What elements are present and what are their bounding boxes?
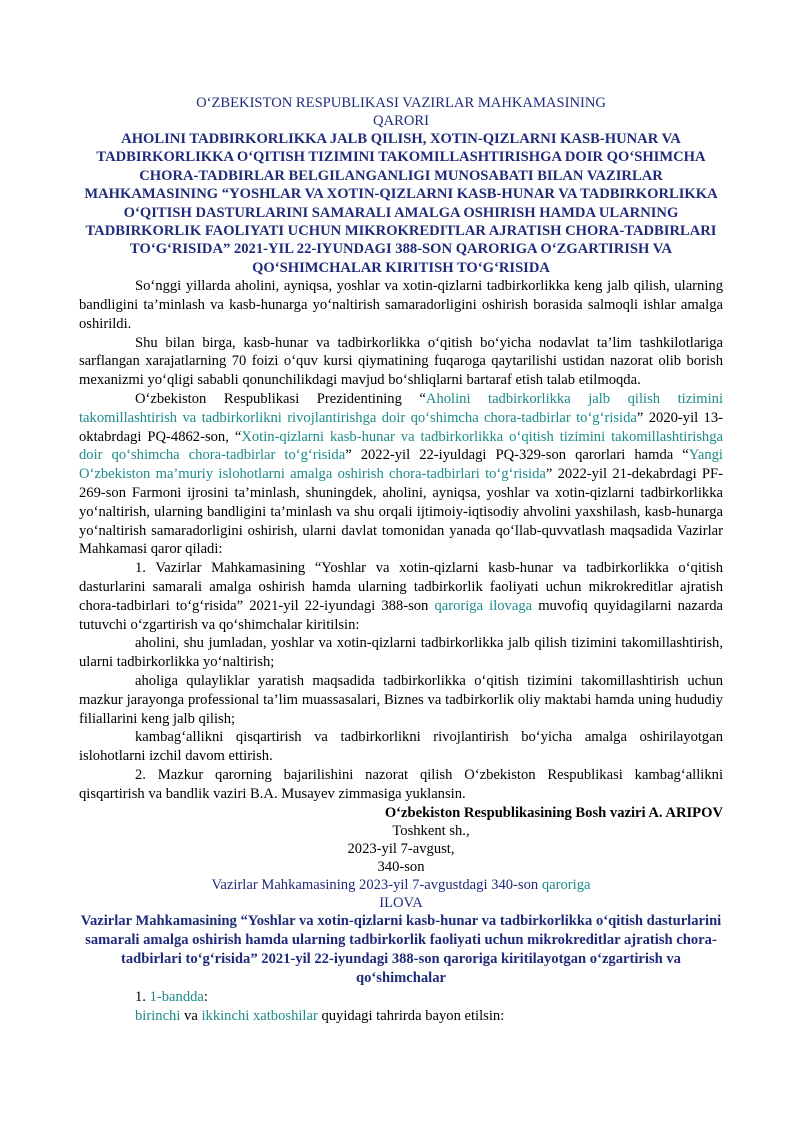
signature: O‘zbekiston Respublikasining Bosh vaziri A. ARIPOV [384, 804, 723, 821]
link-pq-4862[interactable]: Aholini tadbirkorlikka jalb qilish tizimini takomillashtirish va tadbirkorlikni rivojlantirishga doir qo‘shimcha chora-tadbirlar to‘g‘risida [79, 391, 723, 426]
link-1-bandda[interactable]: 1-bandda [149, 989, 204, 1006]
link-qaroriga-ilovaga[interactable]: qaroriga ilovaga [434, 597, 533, 614]
meta-city: Toshkent sh., [392, 823, 470, 840]
paragraph-item-1: 1. Vazirlar Mahkamasining “Yoshlar va xotin-qizlarni kasb-hunar va tadbirkorlikka o‘qitish dasturlarini samarali amalga oshirish hamda ularning tadbirkorlik faoliyati uchun mikrokreditlar ajratish chora-tadbirlari to‘g‘risida” 2021-yil 22-iyundagi 388-son qaroriga ilovaga muvofiq quyidagilarni nazarda tutuvchi o‘zgartirish va qo‘shimchalar kiritilsin: [79, 560, 723, 633]
link-pf-269[interactable]: Yangi O‘zbekiston ma’muriy islohotlarni amalga oshirish chora-tadbirlari to‘g‘risida [79, 447, 723, 483]
document-page [79, 94, 723, 1026]
appendix-item-1-text: birinchi va ikkinchi xatboshilar quyidagi tahrirda bayon etilsin: [135, 1008, 505, 1025]
appendix-label: ILOVA [379, 895, 423, 912]
link-qaroriga[interactable]: qaroriga [541, 877, 591, 894]
link-pq-329[interactable]: Xotin-qizlarni kasb-hunar va tadbirkorlikka o‘qitish tizimini takomillashtirishga doir qo‘shimcha chora-tadbirlar to‘g‘risida [79, 428, 723, 464]
appendix-reference: Vazirlar Mahkamasining 2023-yil 7-avgustdagi 340-son qaroriga [211, 877, 591, 894]
issuer-heading: O‘ZBEKISTON RESPUBLIKASI VAZIRLAR MAHKAMASINING [196, 95, 606, 111]
paragraph-sub-3: kambag‘allikni qisqartirish va tadbirkorlikni rivojlantirish bo‘yicha amalga oshirilayotgan islohotlarni izchil davom ettirish. [79, 729, 723, 765]
link-ikkinchi-xatboshilar[interactable]: ikkinchi xatboshilar [201, 1008, 318, 1025]
decree-type-heading: QARORI [373, 113, 429, 129]
link-birinchi[interactable]: birinchi [135, 1008, 181, 1025]
appendix-item-1: 1. 1-bandda: [135, 989, 208, 1006]
paragraph-item-2: 2. Mazkur qarorning bajarilishini nazorat qilish O‘zbekiston Respublikasi kambag‘allikni qisqartirish va bandlik vaziri B.A. Musayev zimmasiga yuklansin. [79, 766, 723, 802]
document-title: AHOLINI TADBIRKORLIKKA JALB QILISH, XOTIN-QIZLARNI KASB-HUNAR VA TADBIRKORLIKKA O‘QITISH TIZIMINI TAKOMILLASHTIRISHGA DOIR QO‘SHIMCHA CHORA-TADBIRLAR BELGILANGANLIGI MUNOSABATI BILAN VAZIRLAR MAHKAMASINING “YOSHLAR VA XOTIN-QIZLARNI KASB-HUNAR VA TADBIRKORLIKKA O‘QITISH DASTURLARINI SAMARALI AMALGA OSHIRISH HAMDA ULARNING TADBIRKORLIK FAOLIYATI UCHUN MIKROKREDITLAR AJRATISH CHORA-TADBIRLARI TO‘G‘RISIDA” 2021-YIL 22-IYUNDAGI 388-SON QARORIGA O‘ZGARTIRISH VA QO‘SHIMCHALAR KIRITISH TO‘G‘RISIDA [84, 131, 718, 276]
paragraph-3: O‘zbekiston Respublikasi Prezidentining “Aholini tadbirkorlikka jalb qilish tizimini takomillashtirish va tadbirkorlikni rivojlantirishga doir qo‘shimcha chora-tadbirlar to‘g‘risida” 2020-yil 13-oktabrdagi PQ-4862-son, “Xotin-qizlarni kasb-hunar va tadbirkorlikka o‘qitish tizimini takomillashtirishga doir qo‘shimcha chora-tadbirlar to‘g‘risida” 2022-yil 22-iyuldagi PQ-329-son qarorlari hamda “Yangi O‘zbekiston ma’muriy islohotlarni amalga oshirish chora-tadbirlari to‘g‘risida” 2022-yil 21-dekabrdagi PF-269-son Farmoni ijrosini ta’minlash, shuningdek, aholini, ayniqsa, yoshlar va xotin-qizlarni tadbirkorlikka yo‘naltirish, ularning bandligini ta’minlash va shu orqali ijtimoiy-iqtisodiy ahvolini yaxshilash, kasb-hunarga yo‘naltirish samaradorligini oshirish, ularni davlat tomonidan yanada qo‘llab-quvvatlash maqsadida Vazirlar Mahkamasi qaror qiladi: [79, 391, 723, 558]
paragraph-sub-2: aholiga qulayliklar yaratish maqsadida tadbirkorlikka o‘qitish tizimini takomillashtirish uchun mazkur jarayonga professional ta’lim muassasalari, Biznes va tadbirkorlik oliy maktabi hamda uning hududiy filiallarini keng jalb qilish; [79, 672, 723, 727]
meta-date: 2023-yil 7-avgust, [347, 841, 455, 858]
meta-number: 340-son [377, 859, 425, 876]
paragraph-sub-1: aholini, shu jumladan, yoshlar va xotin-qizlarni tadbirkorlikka jalb qilish tizimini takomillashtirish, ularni tadbirkorlikka yo‘naltirish; [79, 635, 723, 671]
paragraph-2: Shu bilan birga, kasb-hunar va tadbirkorlikka o‘qitish bo‘yicha nodavlat ta’lim tashkilotlariga sarflangan xarajatlarning 70 foizi o‘quv kursi qiymatining fuqaroga qaytarilishi ustidan nazorat olib borish mexanizmi yo‘qligi sababli qonunchilikdagi mavjud bo‘shliqlarni bartaraf etish talab etilmoqda. [79, 334, 723, 389]
appendix-title: Vazirlar Mahkamasining “Yoshlar va xotin-qizlarni kasb-hunar va tadbirkorlikka o‘qitish dasturlarini samarali amalga oshirish hamda ularning tadbirkorlik faoliyati uchun mikrokreditlar ajratish chora-tadbirlari to‘g‘risida” 2021-yil 22-iyundagi 388-son qaroriga kiritilayotgan o‘zgartirish va qo‘shimchalar [80, 913, 722, 987]
paragraph-1: So‘nggi yillarda aholini, ayniqsa, yoshlar va xotin-qizlarni tadbirkorlikka keng jalb qilish, ularning bandligini ta’minlash va kasb-hunarga yo‘naltirish samaradorligini oshirish borasida salmoqli ishlar amalga oshirildi. [79, 278, 723, 332]
